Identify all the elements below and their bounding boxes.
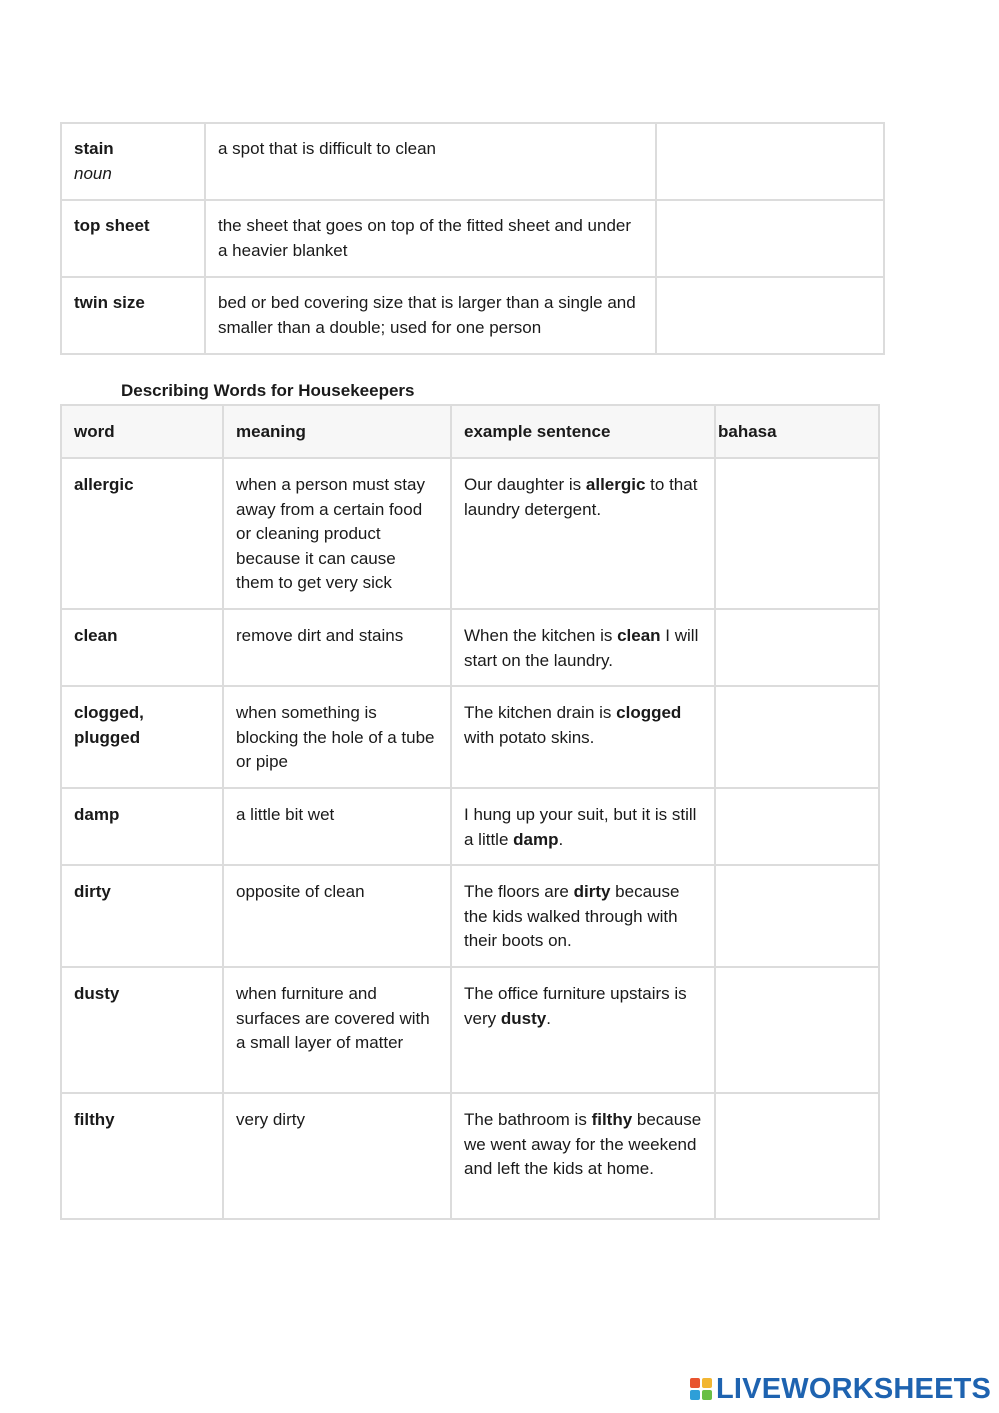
liveworksheets-logo-icon xyxy=(690,1378,712,1400)
header-meaning: meaning xyxy=(223,405,451,458)
table-row xyxy=(61,865,879,967)
word-cell xyxy=(61,277,205,354)
blank-answer-cell[interactable] xyxy=(656,123,884,200)
table-header-row xyxy=(61,405,879,458)
meaning-cell: a spot that is difficult to clean xyxy=(205,123,656,200)
example-keyword: allergic xyxy=(585,475,646,494)
example-text: with potato skins. xyxy=(464,727,595,747)
example-text: I will start on the laundry. xyxy=(464,626,699,670)
example-text: The floors are xyxy=(464,882,574,901)
header-example-sentence: example sentence xyxy=(451,405,715,458)
example-text: because we went away for the weekend and left the kids at home. xyxy=(464,1110,702,1178)
word-cell xyxy=(61,200,205,277)
example-text: . xyxy=(546,1008,551,1028)
example-cell xyxy=(451,967,715,1093)
liveworksheets-brand xyxy=(690,1372,991,1406)
bahasa-answer-cell[interactable] xyxy=(715,865,879,967)
word-cell: clean xyxy=(61,609,223,686)
example-text: to that laundry detergent. xyxy=(464,475,698,519)
word: twin size xyxy=(74,293,145,312)
table-row xyxy=(61,788,879,865)
example-text: The kitchen drain is xyxy=(464,703,617,722)
bahasa-answer-cell[interactable] xyxy=(715,967,879,1093)
example-keyword: dusty xyxy=(500,1008,547,1028)
example-cell xyxy=(451,609,715,686)
example-cell xyxy=(451,686,715,788)
bahasa-answer-cell[interactable] xyxy=(715,1093,879,1219)
header-word: word xyxy=(61,405,223,458)
example-text: Our daughter is xyxy=(464,475,586,494)
word: stain xyxy=(74,139,114,158)
describing-words-table xyxy=(60,404,880,1220)
bahasa-answer-cell[interactable] xyxy=(715,609,879,686)
meaning-cell: the sheet that goes on top of the fitted sheet and under a heavier blanket xyxy=(205,200,656,277)
meaning-cell: when something is blocking the hole of a tube or pipe xyxy=(223,686,451,788)
bahasa-answer-cell[interactable] xyxy=(715,788,879,865)
example-keyword: dirty xyxy=(573,882,611,901)
blank-answer-cell[interactable] xyxy=(656,200,884,277)
table-row xyxy=(61,967,879,1093)
word-cell: filthy xyxy=(61,1093,223,1219)
blank-answer-cell[interactable] xyxy=(656,277,884,354)
table-row xyxy=(61,123,884,200)
bahasa-answer-cell[interactable] xyxy=(715,686,879,788)
word-cell xyxy=(61,123,205,200)
example-text: The office furniture upstairs is very xyxy=(464,984,687,1028)
meaning-cell: remove dirt and stains xyxy=(223,609,451,686)
brand-name: LIVEWORKSHEETS xyxy=(716,1372,992,1405)
word-cell: dusty xyxy=(61,967,223,1093)
table-row xyxy=(61,609,879,686)
table-row xyxy=(61,277,884,354)
example-cell xyxy=(451,865,715,967)
table-row xyxy=(61,200,884,277)
word-cell: damp xyxy=(61,788,223,865)
example-text: because the kids walked through with their boots on. xyxy=(464,882,680,950)
example-text: . xyxy=(558,829,564,849)
word: top sheet xyxy=(74,216,150,235)
meaning-cell: very dirty xyxy=(223,1093,451,1219)
table-row xyxy=(61,1093,879,1219)
example-cell xyxy=(451,1093,715,1219)
example-keyword: damp xyxy=(513,829,559,849)
example-cell xyxy=(451,458,715,609)
meaning-cell: a little bit wet xyxy=(223,788,451,865)
header-bahasa: bahasa xyxy=(715,405,879,458)
table-row xyxy=(61,458,879,609)
example-keyword: filthy xyxy=(591,1110,633,1129)
example-cell xyxy=(451,788,715,865)
table-row xyxy=(61,686,879,788)
example-text: When the kitchen is xyxy=(464,626,618,645)
section-heading: Describing Words for Housekeepers xyxy=(121,381,415,400)
example-text: The bathroom is xyxy=(464,1110,592,1129)
bahasa-answer-cell[interactable] xyxy=(715,458,879,609)
word-cell: clogged, plugged xyxy=(61,686,223,788)
meaning-cell: when a person must stay away from a certain food or cleaning product because it can cause them to get very sick xyxy=(223,458,451,609)
word-cell: allergic xyxy=(61,458,223,609)
meaning-cell: opposite of clean xyxy=(223,865,451,967)
meaning-cell: bed or bed covering size that is larger than a single and smaller than a double; used for one person xyxy=(205,277,656,354)
example-keyword: clean xyxy=(617,626,661,645)
word-cell: dirty xyxy=(61,865,223,967)
example-keyword: clogged xyxy=(616,703,682,722)
example-text: I hung up your suit, but it is still a little xyxy=(464,805,697,849)
part-of-speech: noun xyxy=(74,163,112,183)
meaning-cell: when furniture and surfaces are covered with a small layer of matter xyxy=(223,967,451,1093)
vocabulary-table-top xyxy=(60,122,885,355)
